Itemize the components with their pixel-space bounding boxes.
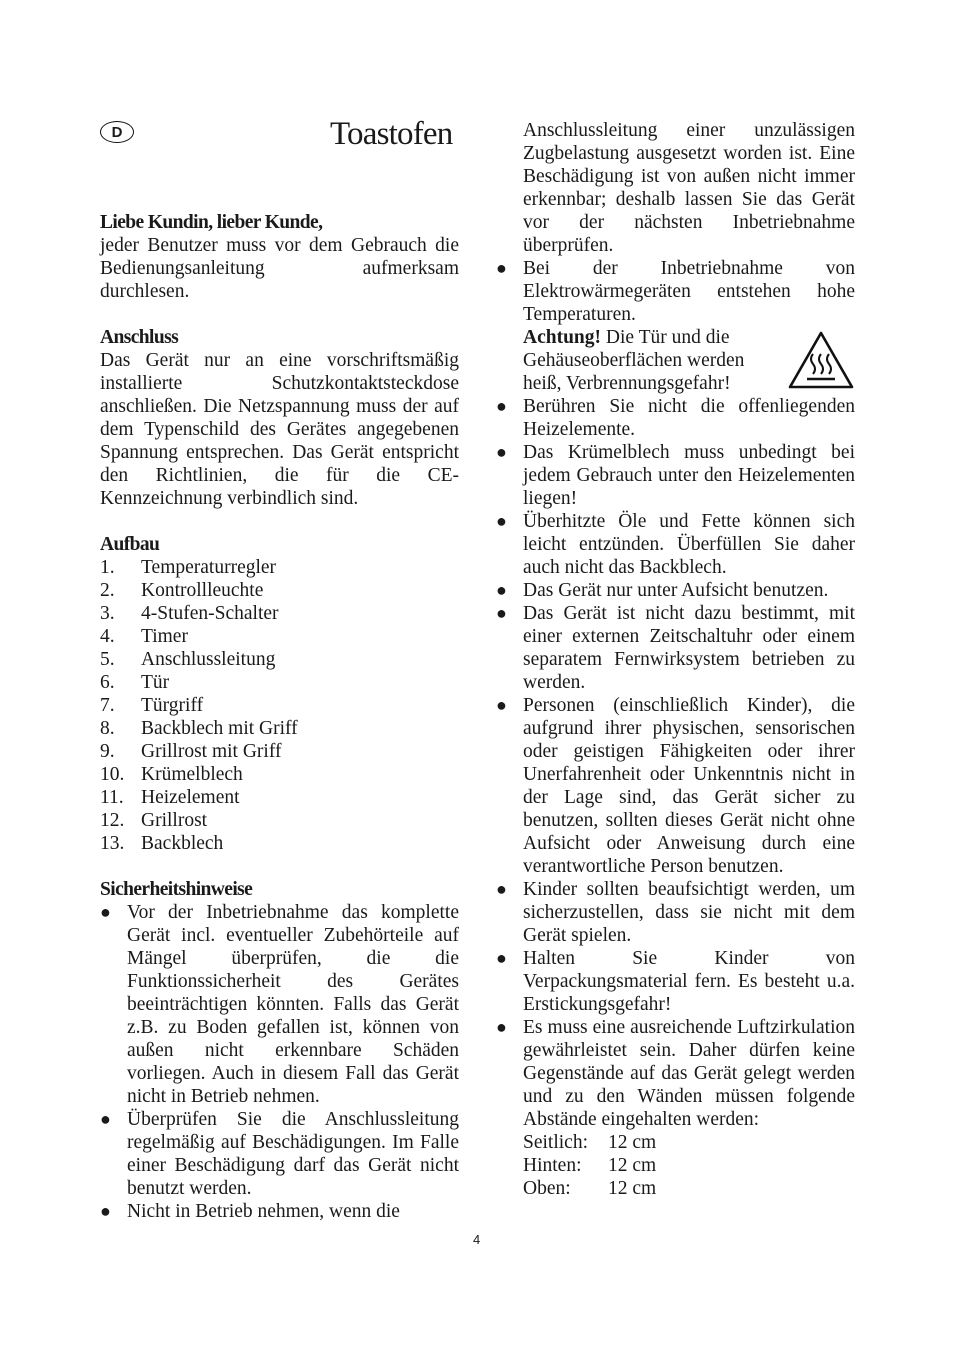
list-item (496, 579, 855, 602)
bullet-icon: ● (496, 511, 507, 531)
distance-label: Seitlich: (523, 1132, 588, 1153)
bullet-text: Bei der Inbetriebnahme von Elektrowärmegeräten entstehen hohe Temperaturen. (523, 258, 855, 325)
warning-text: Achtung! Die Tür und die Gehäuseoberflächen werden heiß, Verbrennungsgefahr! (523, 327, 745, 394)
list-item (100, 740, 459, 763)
bullet-icon: ● (496, 879, 507, 899)
list-item (100, 579, 459, 602)
item-label: Backblech (141, 833, 224, 854)
language-badge: D (100, 121, 134, 143)
bullet-text: Kinder sollten beaufsichtigt werden, um sicherzustellen, dass sie nicht mit dem Gerät spielen. (523, 879, 855, 946)
bullet-icon: ● (100, 1201, 111, 1221)
item-label: Kontrollleuchte (141, 580, 264, 601)
list-item (496, 510, 855, 579)
list-item (496, 878, 855, 947)
list-item (496, 441, 855, 510)
list-item (496, 947, 855, 1016)
bullet-text: Überhitzte Öle und Fette können sich leicht entzünden. Überfüllen Sie daher auch nicht das Backblech. (523, 511, 855, 578)
bullet-icon: ● (100, 902, 111, 922)
safety-list-right (496, 119, 855, 1200)
item-number: 10. (100, 764, 125, 785)
list-item (100, 625, 459, 648)
list-item (100, 832, 459, 855)
item-number: 9. (100, 741, 115, 762)
item-label: Heizelement (141, 787, 240, 808)
list-item (100, 809, 459, 832)
bullet-text: Halten Sie Kinder von Verpackungsmaterial fern. Es besteht u.a. Erstickungsgefahr! (523, 948, 855, 1015)
bullet-icon: ● (496, 948, 507, 968)
bullet-text: Das Krümelblech muss unbedingt bei jedem Gebrauch unter den Heizelementen liegen! (523, 442, 855, 509)
bullet-text: Vor der Inbetriebnahme das komplette Gerät incl. eventueller Zubehörteile auf Mängel überprüfen, die die Funktionssicherheit des Gerätes beeinträchtigen könnten. Falls das Gerät z.B. zu Boden gefallen ist, können von außen nicht erkennbare Schäden vorliegen. Auch in diesem Fall das Gerät nicht in Betrieb nehmen. (127, 902, 459, 1107)
item-number: 3. (100, 603, 115, 624)
bullet-icon: ● (496, 580, 507, 600)
item-label: 4-Stufen-Schalter (141, 603, 279, 624)
warning-box (523, 326, 855, 395)
bullet-text: Überprüfen Sie die Anschlussleitung regelmäßig auf Beschädigungen. Im Falle einer Beschädigung darf das Gerät nicht benutzt werden. (127, 1109, 459, 1199)
bullet-text: Personen (einschließlich Kinder), die aufgrund ihrer physischen, sensorischen oder geistigen Fähigkeiten oder ihrer Unerfahrenheit oder Unkenntnis nicht in der Lage sind, das Gerät sicher zu benutzen, sollten dieses Gerät nicht ohne Aufsicht oder Anweisung durch eine verantwortliche Person benutzen. (523, 695, 855, 877)
item-number: 12. (100, 810, 125, 831)
bullet-text: Berühren Sie nicht die offenliegenden Heizelemente. (523, 396, 855, 440)
distance-label: Hinten: (523, 1155, 582, 1176)
distance-row (523, 1131, 855, 1154)
distance-row (523, 1154, 855, 1177)
anschluss-text: Das Gerät nur an eine vorschriftsmäßig installierte Schutzkontaktsteckdose anschließen. Die Netzspannung muss der auf dem Typenschild des Gerätes angegebenen Spannung entsprechen. Das Gerät entspricht den Richtlinien, die für die CE-Kennzeichnung verbindlich sind. (100, 350, 459, 509)
list-item (100, 786, 459, 809)
bullet-icon: ● (496, 695, 507, 715)
list-item (496, 119, 855, 257)
item-label: Tür (141, 672, 170, 693)
bullet-icon: ● (496, 603, 507, 623)
bullet-icon: ● (496, 1017, 507, 1037)
bullet-icon: ● (100, 1109, 111, 1129)
distance-value: 12 cm (608, 1178, 657, 1199)
item-number: 5. (100, 649, 115, 670)
bullet-text: Es muss eine ausreichende Luftzirkulation gewährleistet sein. Daher dürfen keine Gegenstände auf das Gerät gelegt werden und zu den Wänden müssen folgende Abstände eingehalten werden: (523, 1017, 855, 1130)
page-number: 4 (473, 1232, 481, 1247)
parts-list (100, 556, 459, 855)
list-item (100, 602, 459, 625)
bullet-icon: ● (496, 442, 507, 462)
right-column (496, 119, 855, 1200)
list-item (100, 901, 459, 1108)
greeting-heading: Liebe Kundin, lieber Kunde, (100, 212, 323, 233)
item-number: 7. (100, 695, 115, 716)
list-item (100, 1108, 459, 1200)
item-number: 4. (100, 626, 115, 647)
continuation-text: Anschlussleitung einer unzulässigen Zugbelastung ausgesetzt worden ist. Eine Beschädigung ist von außen nicht immer erkennbar; deshalb lassen Sie das Gerät vor der nächsten Inbetriebnahme überprüfen. (523, 120, 855, 256)
list-item (496, 257, 855, 395)
bullet-text: Das Gerät nur unter Aufsicht benutzen. (523, 580, 829, 601)
distance-label: Oben: (523, 1178, 571, 1199)
item-label: Temperaturregler (141, 557, 277, 578)
list-item (100, 694, 459, 717)
page-title: Toastofen (330, 116, 453, 152)
item-label: Krümelblech (141, 764, 243, 785)
aufbau-heading: Aufbau (100, 534, 160, 555)
item-label: Anschlussleitung (141, 649, 276, 670)
anschluss-heading: Anschluss (100, 327, 179, 348)
list-item (100, 763, 459, 786)
list-item (100, 556, 459, 579)
list-item (100, 671, 459, 694)
bullet-icon: ● (496, 258, 507, 278)
bullet-text: Das Gerät ist nicht dazu bestimmt, mit einer externen Zeitschaltuhr oder einem separatem Fernwirksystem betrieben zu werden. (523, 603, 855, 693)
list-item (100, 717, 459, 740)
item-number: 11. (100, 787, 124, 808)
left-column (100, 211, 459, 1223)
list-item (496, 395, 855, 441)
bullet-icon: ● (496, 396, 507, 416)
bullet-text: Nicht in Betrieb nehmen, wenn die (127, 1201, 400, 1222)
item-label: Türgriff (141, 695, 204, 716)
item-number: 13. (100, 833, 125, 854)
item-number: 2. (100, 580, 115, 601)
list-item (496, 602, 855, 694)
item-number: 8. (100, 718, 115, 739)
list-item (496, 1016, 855, 1200)
warning-label: Achtung! (523, 327, 602, 348)
item-label: Grillrost (141, 810, 208, 831)
item-number: 1. (100, 557, 115, 578)
distance-value: 12 cm (608, 1155, 657, 1176)
safety-heading: Sicherheitshinweise (100, 879, 253, 900)
list-item (496, 694, 855, 878)
item-number: 6. (100, 672, 115, 693)
item-label: Timer (141, 626, 188, 647)
item-label: Grillrost mit Griff (141, 741, 282, 762)
list-item (100, 1200, 459, 1223)
hot-surface-icon (781, 326, 855, 395)
greeting-text: jeder Benutzer muss vor dem Gebrauch die Bedienungsanleitung aufmerksam durchlesen. (100, 235, 459, 302)
distance-row (523, 1177, 855, 1200)
list-item (100, 648, 459, 671)
safety-list-left (100, 901, 459, 1223)
item-label: Backblech mit Griff (141, 718, 298, 739)
distance-value: 12 cm (608, 1132, 657, 1153)
